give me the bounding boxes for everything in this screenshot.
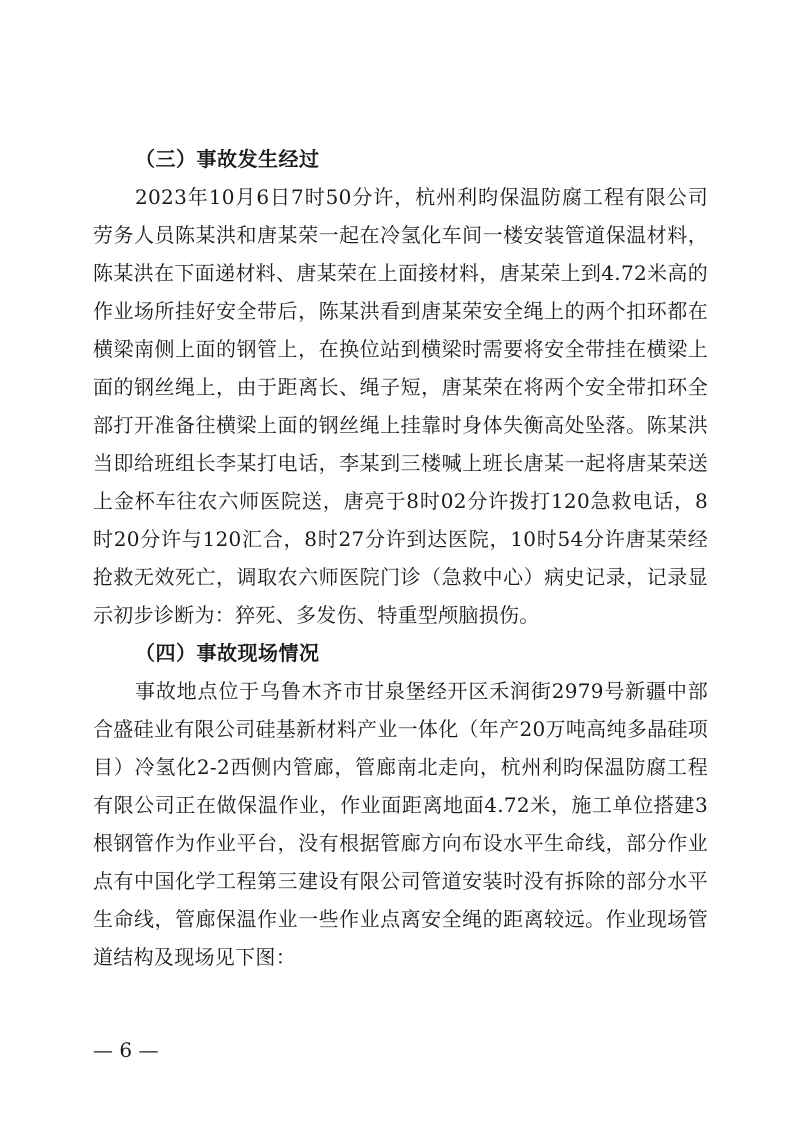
page-number: — 6 — xyxy=(93,1038,159,1062)
section-heading-scene-situation: （四）事故现场情况 xyxy=(135,641,320,665)
document-body xyxy=(93,140,708,976)
section-heading-accident-process: （三）事故发生经过 xyxy=(135,147,320,171)
paragraph-accident-process: 2023年10月6日7时50分许，杭州利昀保温防腐工程有限公司劳务人员陈某洪和唐某荣一起在冷氢化车间一楼安装管道保温材料，陈某洪在下面递材料、唐某荣在上面接材料，唐某荣上到4.72米高的作业场所挂好安全带后，陈某洪看到唐某荣安全绳上的两个扣环都在横梁南侧上面的钢管上，在换位站到横梁时需要将安全带挂在横梁上面的钢丝绳上，由于距离长、绳子短，唐某荣在将两个安全带扣环全部打开准备往横梁上面的钢丝绳上挂靠时身体失衡高处坠落。陈某洪当即给班组长李某打电话，李某到三楼喊上班长唐某一起将唐某荣送上金杯车往农六师医院送，唐亮于8时02分许拨打120急救电话，8时20分许与120汇合，8时27分许到达医院，10时54分许唐某荣经抢救无效死亡，调取农六师医院门诊（急救中心）病史记录，记录显示初步诊断为：猝死、多发伤、特重型颅脑损伤。 xyxy=(93,185,708,627)
paragraph-scene-situation: 事故地点位于乌鲁木齐市甘泉堡经开区禾润街2979号新疆中部合盛硅业有限公司硅基新材料产业一体化（年产20万吨高纯多晶硅项目）冷氢化2-2西侧内管廊，管廊南北走向，杭州利昀保温防腐工程有限公司正在做保温作业，作业面距离地面4.72米，施工单位搭建3根钢管作为作业平台，没有根据管廊方向布设水平生命线，部分作业点有中国化学工程第三建设有限公司管道安装时没有拆除的部分水平生命线，管廊保温作业一些作业点离安全绳的距离较远。作业现场管道结构及现场见下图： xyxy=(93,679,708,969)
